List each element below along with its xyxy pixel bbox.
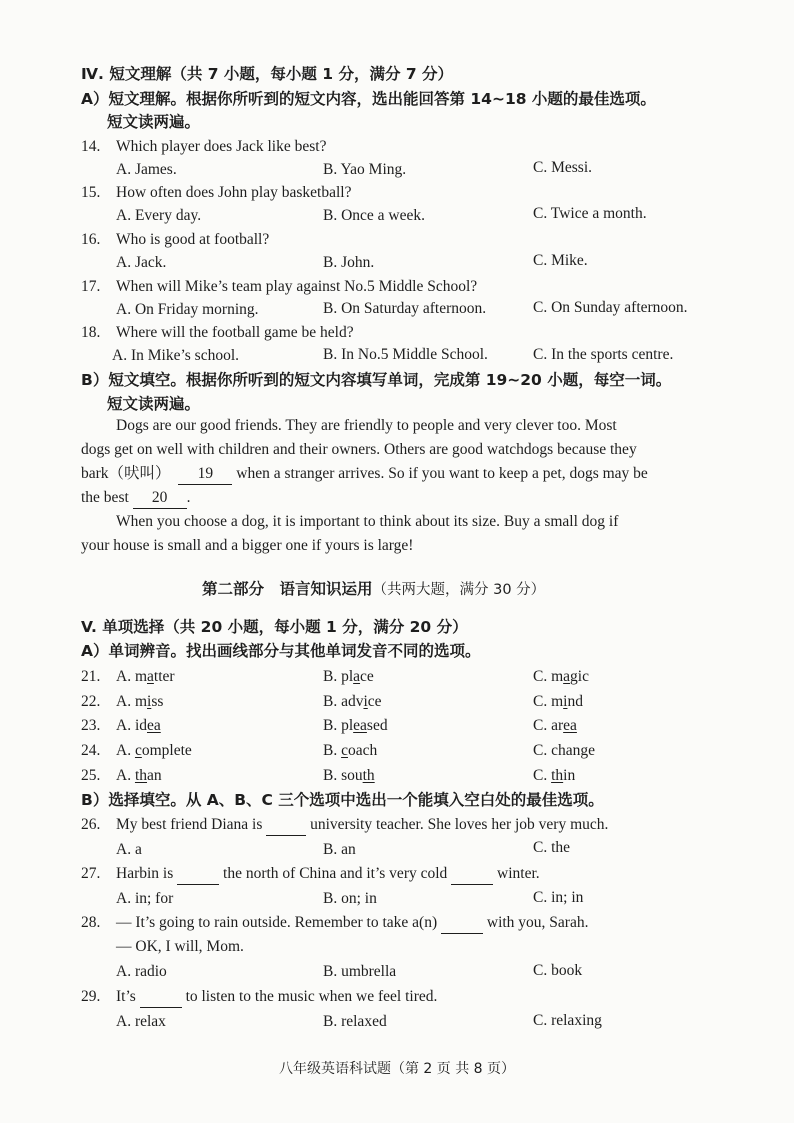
question-text-part: — It’s going to rain outside. Remember to take a(n)	[116, 914, 441, 931]
question-number: 18.	[81, 324, 101, 341]
question-text: Where will the football game be held?	[116, 324, 354, 341]
word-part: C. ar	[533, 717, 564, 734]
option-a: A. James.	[116, 161, 177, 178]
question-text-part: Harbin is	[116, 865, 178, 882]
option-b: B. On Saturday afternoon.	[323, 300, 487, 317]
underlined-letters: c	[134, 742, 142, 759]
option-b	[323, 667, 374, 687]
option-c: C. Messi.	[533, 159, 592, 176]
option-a	[116, 716, 161, 736]
word-part: ss	[151, 693, 164, 710]
word-part: B. adv	[323, 693, 364, 710]
word-part: A. id	[116, 717, 147, 734]
question-text-line2: — OK, I will, Mom.	[116, 938, 244, 955]
answer-blank	[451, 864, 493, 885]
passage-line	[81, 464, 648, 485]
question-text-part: university teacher. She loves her job very much.	[306, 816, 609, 833]
part-b-instruction: B）短文填空。根据你所听到的短文内容填写单词，完成第 19~20 小题，每空一词。	[81, 371, 672, 389]
word-part: oach	[347, 742, 378, 759]
option-a	[116, 741, 192, 761]
page-footer: 八年级英语科试题（第 2 页 共 8 页）	[278, 1061, 516, 1077]
question-text: Which player does Jack like best?	[116, 138, 327, 155]
question-text-part: It’s	[116, 988, 140, 1005]
underlined-letters: g	[580, 742, 589, 759]
part-a-instruction: A）短文理解。根据你所听到的短文内容，选出能回答第 14~18 小题的最佳选项。	[81, 90, 656, 108]
section-5-heading: V. 单项选择（共 20 小题，每小题 1 分，满分 20 分）	[81, 618, 468, 636]
passage-text: the best	[81, 489, 133, 506]
question-text-part: My best friend Diana is	[116, 816, 267, 833]
option-b: B. an	[323, 841, 356, 858]
option-c: C. Mike.	[533, 252, 588, 269]
passage-text: bark（吠叫）	[81, 465, 171, 482]
question-text	[116, 864, 540, 885]
question-number: 24.	[81, 742, 101, 759]
passage-line: Dogs are our good friends. They are friendly to people and very clever too. Most	[116, 417, 617, 434]
question-number: 25.	[81, 767, 101, 784]
option-c: C. On Sunday afternoon.	[533, 299, 688, 316]
option-a	[116, 667, 175, 687]
option-b: B. on; in	[323, 890, 377, 907]
question-number: 14.	[81, 138, 101, 155]
question-number: 26.	[81, 816, 101, 833]
answer-blank	[177, 864, 219, 885]
blank-19: 19	[178, 464, 232, 485]
question-text-part: the north of China and it’s very cold	[219, 865, 452, 882]
option-b: B. John.	[323, 254, 375, 271]
option-a: A. in; for	[116, 890, 174, 907]
underlined-letters: th	[362, 767, 375, 784]
part-b-instruction-cont: 短文读两遍。	[107, 395, 201, 413]
option-b	[323, 716, 388, 736]
word-part: C. m	[533, 693, 564, 710]
option-b: B. relaxed	[323, 1013, 387, 1030]
word-part: A. m	[116, 693, 147, 710]
option-c: C. In the sports centre.	[533, 346, 674, 363]
word-part: C. chan	[533, 742, 581, 759]
underlined-letters: a	[147, 668, 154, 685]
option-a	[116, 692, 163, 712]
word-part: B. sou	[323, 767, 363, 784]
option-a: A. On Friday morning.	[116, 301, 259, 318]
part-2-title-note: （共两大题，满分 30 分）	[372, 582, 546, 598]
answer-blank	[441, 913, 483, 934]
underlined-letters: i	[147, 693, 152, 710]
option-b	[323, 741, 377, 761]
question-text	[116, 913, 588, 934]
part-b-instruction: B）选择填空。从 A、B、C 三个选项中选出一个能填入空白处的最佳选项。	[81, 791, 604, 809]
option-c: C. in; in	[533, 889, 584, 906]
option-b	[323, 766, 375, 786]
option-a: A. a	[116, 841, 142, 858]
underlined-letters: th	[551, 767, 564, 784]
part-a-instruction: A）单词辨音。找出画线部分与其他单词发音不同的选项。	[81, 642, 481, 660]
word-part: omplete	[141, 742, 192, 759]
option-a: A. relax	[116, 1013, 166, 1030]
question-number: 23.	[81, 717, 101, 734]
question-number: 15.	[81, 184, 101, 201]
underlined-letters: c	[341, 742, 348, 759]
question-number: 28.	[81, 914, 101, 931]
underlined-letters: ea	[147, 717, 161, 734]
passage-text: when a stranger arrives. So if you want to keep a pet, dogs may be	[232, 465, 648, 482]
question-number: 16.	[81, 231, 101, 248]
option-c	[533, 766, 575, 786]
question-text: Who is good at football?	[116, 231, 270, 248]
passage-line: dogs get on well with children and their owners. Others are good watchdogs because they	[81, 441, 637, 458]
word-part: sed	[366, 717, 388, 734]
word-part: e	[588, 742, 595, 759]
underlined-letters: i	[563, 693, 568, 710]
underlined-letters: ea	[353, 717, 367, 734]
option-c: C. the	[533, 839, 571, 856]
passage-line: your house is small and a bigger one if yours is large!	[81, 537, 414, 554]
word-part: tter	[153, 668, 175, 685]
option-a: A. Jack.	[116, 254, 167, 271]
option-a: A. radio	[116, 963, 167, 980]
option-c	[533, 692, 583, 712]
section-4-heading: Ⅳ. 短文理解（共 7 小题，每小题 1 分，满分 7 分）	[81, 65, 454, 83]
word-part: C. m	[533, 668, 564, 685]
word-part: gic	[570, 668, 589, 685]
question-text: How often does John play basketball?	[116, 184, 352, 201]
underlined-letters: ea	[563, 717, 577, 734]
word-part: A.	[116, 767, 135, 784]
question-text-part: with you, Sarah.	[483, 914, 589, 931]
part-a-instruction-cont: 短文读两遍。	[107, 113, 201, 131]
underlined-letters: a	[563, 668, 571, 685]
question-number: 17.	[81, 278, 101, 295]
word-part: nd	[567, 693, 583, 710]
question-number: 21.	[81, 668, 101, 685]
option-c: C. book	[533, 962, 583, 979]
question-text: When will Mike’s team play against No.5 Middle School?	[116, 278, 478, 295]
option-b: B. In No.5 Middle School.	[323, 346, 488, 363]
answer-blank	[266, 815, 306, 836]
passage-text: .	[186, 489, 191, 506]
word-part: ce	[367, 693, 382, 710]
option-c: C. relaxing	[533, 1012, 602, 1029]
option-c	[533, 741, 595, 761]
underlined-letters: a	[353, 668, 361, 685]
part-2-title	[202, 579, 545, 600]
option-b	[323, 692, 382, 712]
option-a: A. Every day.	[116, 207, 202, 224]
passage-line: When you choose a dog, it is important to think about its size. Buy a small dog if	[116, 513, 619, 530]
question-text-part: winter.	[493, 865, 540, 882]
question-number: 27.	[81, 865, 101, 882]
option-b: B. umbrella	[323, 963, 397, 980]
word-part: A. m	[116, 668, 147, 685]
word-part: B. pl	[323, 668, 354, 685]
word-part: B. pl	[323, 717, 354, 734]
answer-blank	[140, 987, 182, 1008]
passage-line	[81, 488, 191, 509]
word-part: C.	[533, 767, 552, 784]
option-c: C. Twice a month.	[533, 205, 647, 222]
underlined-letters: th	[134, 767, 148, 784]
option-a: A. In Mike’s school.	[112, 347, 240, 364]
word-part: an	[147, 767, 162, 784]
option-a	[116, 766, 162, 786]
question-text	[116, 815, 608, 836]
word-part: A.	[116, 742, 135, 759]
question-number: 22.	[81, 693, 101, 710]
word-part: in	[563, 767, 576, 784]
word-part: B.	[323, 742, 342, 759]
word-part: ce	[360, 668, 374, 685]
underlined-letters: i	[363, 693, 368, 710]
option-c	[533, 667, 589, 687]
option-c	[533, 716, 577, 736]
option-b: B. Yao Ming.	[323, 161, 407, 178]
blank-20: 20	[133, 488, 187, 509]
question-text-part: to listen to the music when we feel tired.	[181, 988, 438, 1005]
option-b: B. Once a week.	[323, 207, 425, 224]
part-2-title-text: 第二部分 语言知识运用	[202, 580, 373, 598]
question-text	[116, 987, 437, 1008]
question-number: 29.	[81, 988, 101, 1005]
